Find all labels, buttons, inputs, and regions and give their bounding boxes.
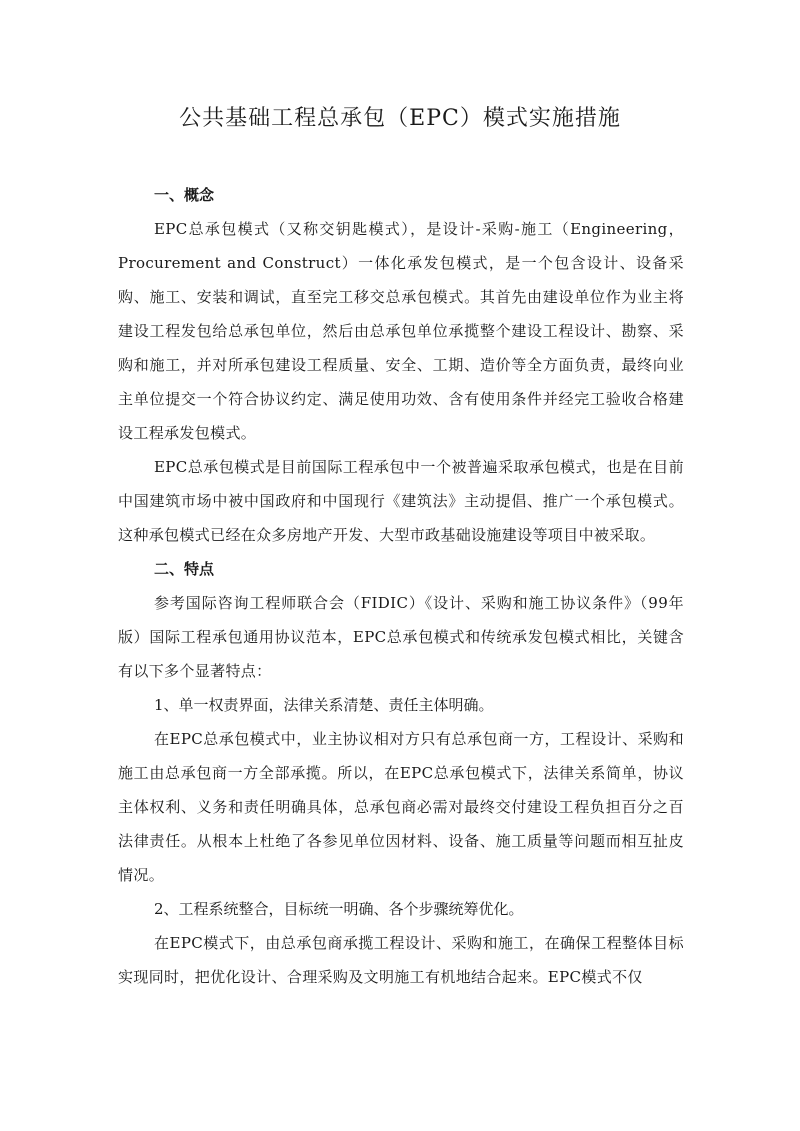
feature-item-2-title: 2、工程系统整合，目标统一明确、各个步骤统筹优化。 xyxy=(154,900,524,918)
feature-item-1-text: 在EPC总承包模式中，业主协议相对方只有总承包商一方，工程设计、采购和施工由总承包商一方全部承揽。所以，在EPC总承包模式下，法律关系简单，协议主体权利、义务和责任明确具体，总承包商必需对最终交付建设工程负担百分之百法律责任。从根本上杜绝了各参见单位因材料、设备、施工质量等问题而相互扯皮情况。 xyxy=(118,730,684,884)
document-title: 公共基础工程总承包（EPC）模式实施措施 xyxy=(179,106,621,131)
feature-item-2-text: 在EPC模式下，由总承包商承揽工程设计、采购和施工，在确保工程整体目标实现同时，把优化设计、合理采购及文明施工有机地结合起来。EPC模式不仅 xyxy=(118,934,684,986)
section-heading-concept: 一、概念 xyxy=(154,186,215,204)
paragraph-features-intro: 参考国际咨询工程师联合会（FIDIC）《设计、采购和施工协议条件》（99年版）国际工程承包通用协议范本，EPC总承包模式和传统承发包模式相比，关键含有以下多个显著特点： xyxy=(118,594,684,680)
document-body xyxy=(118,178,684,994)
feature-item-1-title: 1、单一权责界面，法律关系清楚、责任主体明确。 xyxy=(154,696,494,714)
paragraph-epc-adoption: EPC总承包模式是目前国际工程承包中一个被普遍采取承包模式，也是在目前中国建筑市场中被中国政府和中国现行《建筑法》主动提倡、推广一个承包模式。这种承包模式已经在众多房地产开发、大型市政基础设施建设等项目中被采取。 xyxy=(118,458,684,544)
paragraph-epc-definition: EPC总承包模式（又称交钥匙模式），是设计-采购-施工（Engineering，Procurement and Construct）一体化承发包模式，是一个包含设计、设备采购、施工、安装和调试，直至完工移交总承包模式。其首先由建设单位作为业主将建设工程发包给总承包单位，然后由总承包单位承揽整个建设工程设计、勘察、采购和施工，并对所承包建设工程质量、安全、工期、造价等全方面负责，最终向业主单位提交一个符合协议约定、满足使用功效、含有使用条件并经完工验收合格建设工程承发包模式。 xyxy=(118,220,684,442)
section-heading-features: 二、特点 xyxy=(154,560,215,578)
